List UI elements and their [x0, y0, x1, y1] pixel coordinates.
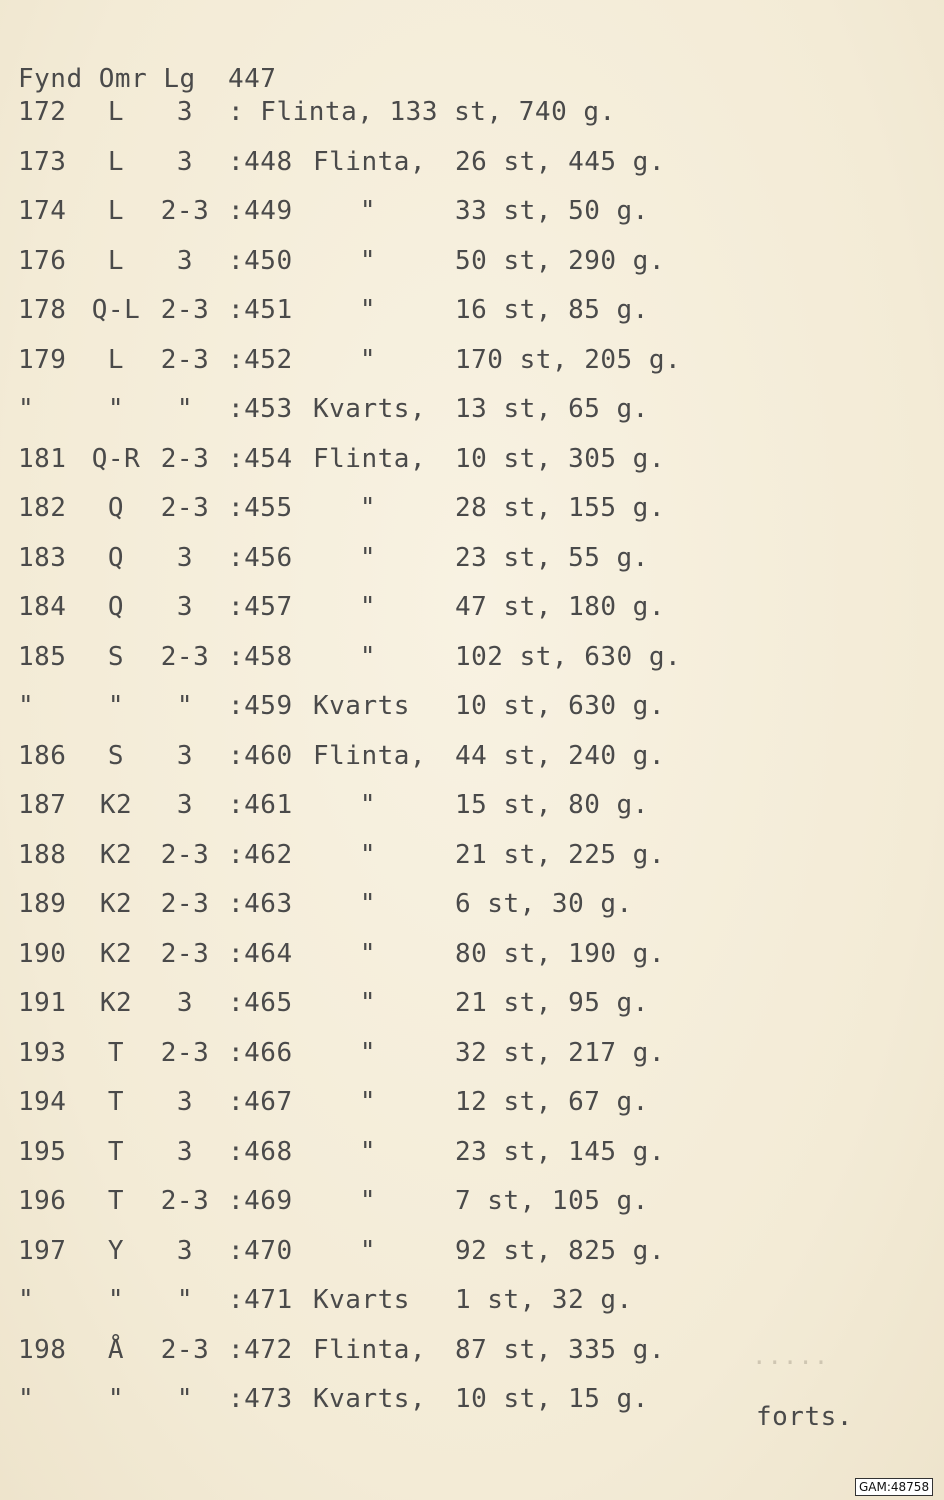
- quantity-weight: 23 st, 55 g.: [455, 543, 649, 573]
- find-number: 196: [18, 1186, 67, 1216]
- card-header: Fynd Omr Lg 447: [18, 64, 277, 94]
- layer-code: 3: [176, 1087, 194, 1117]
- find-number: 189: [18, 889, 67, 919]
- material: Kvarts,: [313, 394, 427, 424]
- layer-code: ": [176, 394, 194, 424]
- catalog-number: :472: [228, 1335, 293, 1365]
- quantity-weight: 47 st, 180 g.: [455, 592, 665, 622]
- quantity-weight: 102 st, 630 g.: [455, 642, 682, 672]
- quantity-weight: 1 st, 32 g.: [455, 1285, 633, 1315]
- area-code: K2: [99, 939, 133, 969]
- area-code: L: [107, 97, 125, 127]
- find-number: 187: [18, 790, 67, 820]
- area-code: T: [107, 1186, 125, 1216]
- catalog-number: :452: [228, 345, 293, 375]
- area-code: ": [107, 691, 125, 721]
- find-number: 172: [18, 97, 67, 127]
- find-number: 188: [18, 840, 67, 870]
- layer-code: ": [176, 691, 194, 721]
- layer-code: 3: [176, 97, 194, 127]
- material: ": [359, 1087, 377, 1117]
- quantity-weight: 21 st, 225 g.: [455, 840, 665, 870]
- material: ": [359, 790, 377, 820]
- quantity-weight: 50 st, 290 g.: [455, 246, 665, 276]
- quantity-weight: 23 st, 145 g.: [455, 1137, 665, 1167]
- quantity-weight: 13 st, 65 g.: [455, 394, 649, 424]
- material: ": [359, 840, 377, 870]
- area-code: K2: [99, 988, 133, 1018]
- smudged-text-mark: .....: [752, 1342, 830, 1370]
- catalog-number: :471: [228, 1285, 293, 1315]
- area-code: L: [107, 345, 125, 375]
- area-code: L: [107, 147, 125, 177]
- quantity-weight: 7 st, 105 g.: [455, 1186, 649, 1216]
- find-number: ": [18, 691, 35, 721]
- continued-note: forts.: [756, 1402, 853, 1432]
- quantity-weight: 6 st, 30 g.: [455, 889, 633, 919]
- quantity-weight: 33 st, 50 g.: [455, 196, 649, 226]
- material: ": [359, 1236, 377, 1266]
- catalog-number: :469: [228, 1186, 293, 1216]
- material: Flinta,: [313, 1335, 427, 1365]
- catalog-number: :462: [228, 840, 293, 870]
- quantity-weight: 92 st, 825 g.: [455, 1236, 665, 1266]
- quantity-weight: 87 st, 335 g.: [455, 1335, 665, 1365]
- find-number: 185: [18, 642, 67, 672]
- catalog-number: :449: [228, 196, 293, 226]
- material: Kvarts,: [313, 1384, 427, 1414]
- area-code: Y: [107, 1236, 125, 1266]
- material: ": [359, 1137, 377, 1167]
- quantity-weight: 44 st, 240 g.: [455, 741, 665, 771]
- layer-code: 2-3: [160, 642, 210, 672]
- catalog-number: :457: [228, 592, 293, 622]
- layer-code: 3: [176, 988, 194, 1018]
- find-number: 191: [18, 988, 67, 1018]
- quantity-weight: 26 st, 445 g.: [455, 147, 665, 177]
- catalog-number: :467: [228, 1087, 293, 1117]
- catalog-number: :473: [228, 1384, 293, 1414]
- layer-code: 2-3: [160, 196, 210, 226]
- material: ": [359, 246, 377, 276]
- layer-code: 3: [176, 741, 194, 771]
- quantity-weight: 15 st, 80 g.: [455, 790, 649, 820]
- area-code: Q-L: [91, 295, 141, 325]
- material: ": [359, 939, 377, 969]
- quantity-weight: 12 st, 67 g.: [455, 1087, 649, 1117]
- area-code: Q-R: [91, 444, 141, 474]
- layer-code: 2-3: [160, 295, 210, 325]
- material: ": [359, 988, 377, 1018]
- layer-code: 3: [176, 790, 194, 820]
- find-number: 173: [18, 147, 67, 177]
- area-code: Q: [107, 493, 125, 523]
- layer-code: 2-3: [160, 1038, 210, 1068]
- area-code: K2: [99, 790, 133, 820]
- quantity-weight: 28 st, 155 g.: [455, 493, 665, 523]
- area-code: S: [107, 741, 125, 771]
- area-code: T: [107, 1087, 125, 1117]
- layer-code: ": [176, 1384, 194, 1414]
- find-number: ": [18, 1384, 35, 1414]
- catalog-number: :451: [228, 295, 293, 325]
- quantity-weight: 21 st, 95 g.: [455, 988, 649, 1018]
- find-number: 176: [18, 246, 67, 276]
- layer-code: 3: [176, 1236, 194, 1266]
- find-number: 190: [18, 939, 67, 969]
- layer-code: 2-3: [160, 1186, 210, 1216]
- layer-code: 3: [176, 592, 194, 622]
- catalog-number: :455: [228, 493, 293, 523]
- layer-code: 2-3: [160, 493, 210, 523]
- area-code: ": [107, 394, 125, 424]
- catalog-number: :460: [228, 741, 293, 771]
- area-code: T: [107, 1038, 125, 1068]
- catalog-number: :465: [228, 988, 293, 1018]
- material: Kvarts: [313, 691, 410, 721]
- material: Flinta,: [313, 444, 427, 474]
- find-number: ": [18, 1285, 35, 1315]
- layer-code: 3: [176, 543, 194, 573]
- find-number: 193: [18, 1038, 67, 1068]
- find-number: 179: [18, 345, 67, 375]
- area-code: S: [107, 642, 125, 672]
- layer-code: 2-3: [160, 939, 210, 969]
- material: ": [359, 543, 377, 573]
- find-number: 181: [18, 444, 67, 474]
- layer-code: 3: [176, 147, 194, 177]
- material: Flinta,: [313, 147, 427, 177]
- layer-code: 3: [176, 246, 194, 276]
- material: Kvarts: [313, 1285, 410, 1315]
- material: ": [359, 1038, 377, 1068]
- find-number: 197: [18, 1236, 67, 1266]
- catalog-number: :468: [228, 1137, 293, 1167]
- layer-code: 2-3: [160, 889, 210, 919]
- layer-code: 3: [176, 1137, 194, 1167]
- catalog-number: : Flinta, 133 st, 740 g.: [228, 97, 616, 127]
- layer-code: 2-3: [160, 345, 210, 375]
- material: ": [359, 295, 377, 325]
- material: ": [359, 592, 377, 622]
- find-number: 186: [18, 741, 67, 771]
- find-number: 184: [18, 592, 67, 622]
- area-code: Q: [107, 543, 125, 573]
- material: ": [359, 493, 377, 523]
- area-code: K2: [99, 889, 133, 919]
- material: ": [359, 889, 377, 919]
- catalog-number: :459: [228, 691, 293, 721]
- area-code: ": [107, 1285, 125, 1315]
- area-code: L: [107, 196, 125, 226]
- catalog-number: :456: [228, 543, 293, 573]
- quantity-weight: 10 st, 15 g.: [455, 1384, 649, 1414]
- material: ": [359, 642, 377, 672]
- catalog-number: :450: [228, 246, 293, 276]
- layer-code: 2-3: [160, 840, 210, 870]
- catalog-number: :448: [228, 147, 293, 177]
- quantity-weight: 170 st, 205 g.: [455, 345, 682, 375]
- area-code: Å: [107, 1335, 125, 1365]
- find-number: 198: [18, 1335, 67, 1365]
- catalog-number: :458: [228, 642, 293, 672]
- quantity-weight: 10 st, 305 g.: [455, 444, 665, 474]
- catalog-number: :464: [228, 939, 293, 969]
- find-number: 194: [18, 1087, 67, 1117]
- catalog-number: :453: [228, 394, 293, 424]
- material: Flinta,: [313, 741, 427, 771]
- quantity-weight: 10 st, 630 g.: [455, 691, 665, 721]
- layer-code: 2-3: [160, 444, 210, 474]
- area-code: L: [107, 246, 125, 276]
- find-number: 183: [18, 543, 67, 573]
- find-number: 174: [18, 196, 67, 226]
- quantity-weight: 32 st, 217 g.: [455, 1038, 665, 1068]
- area-code: Q: [107, 592, 125, 622]
- material: ": [359, 1186, 377, 1216]
- find-number: ": [18, 394, 35, 424]
- layer-code: ": [176, 1285, 194, 1315]
- catalog-stamp: GAM:48758: [855, 1478, 933, 1496]
- find-number: 182: [18, 493, 67, 523]
- find-number: 195: [18, 1137, 67, 1167]
- catalog-number: :466: [228, 1038, 293, 1068]
- find-number: 178: [18, 295, 67, 325]
- catalog-number: :461: [228, 790, 293, 820]
- catalog-number: :470: [228, 1236, 293, 1266]
- catalog-number: :463: [228, 889, 293, 919]
- area-code: T: [107, 1137, 125, 1167]
- area-code: K2: [99, 840, 133, 870]
- area-code: ": [107, 1384, 125, 1414]
- quantity-weight: 80 st, 190 g.: [455, 939, 665, 969]
- material: ": [359, 196, 377, 226]
- catalog-number: :454: [228, 444, 293, 474]
- quantity-weight: 16 st, 85 g.: [455, 295, 649, 325]
- layer-code: 2-3: [160, 1335, 210, 1365]
- material: ": [359, 345, 377, 375]
